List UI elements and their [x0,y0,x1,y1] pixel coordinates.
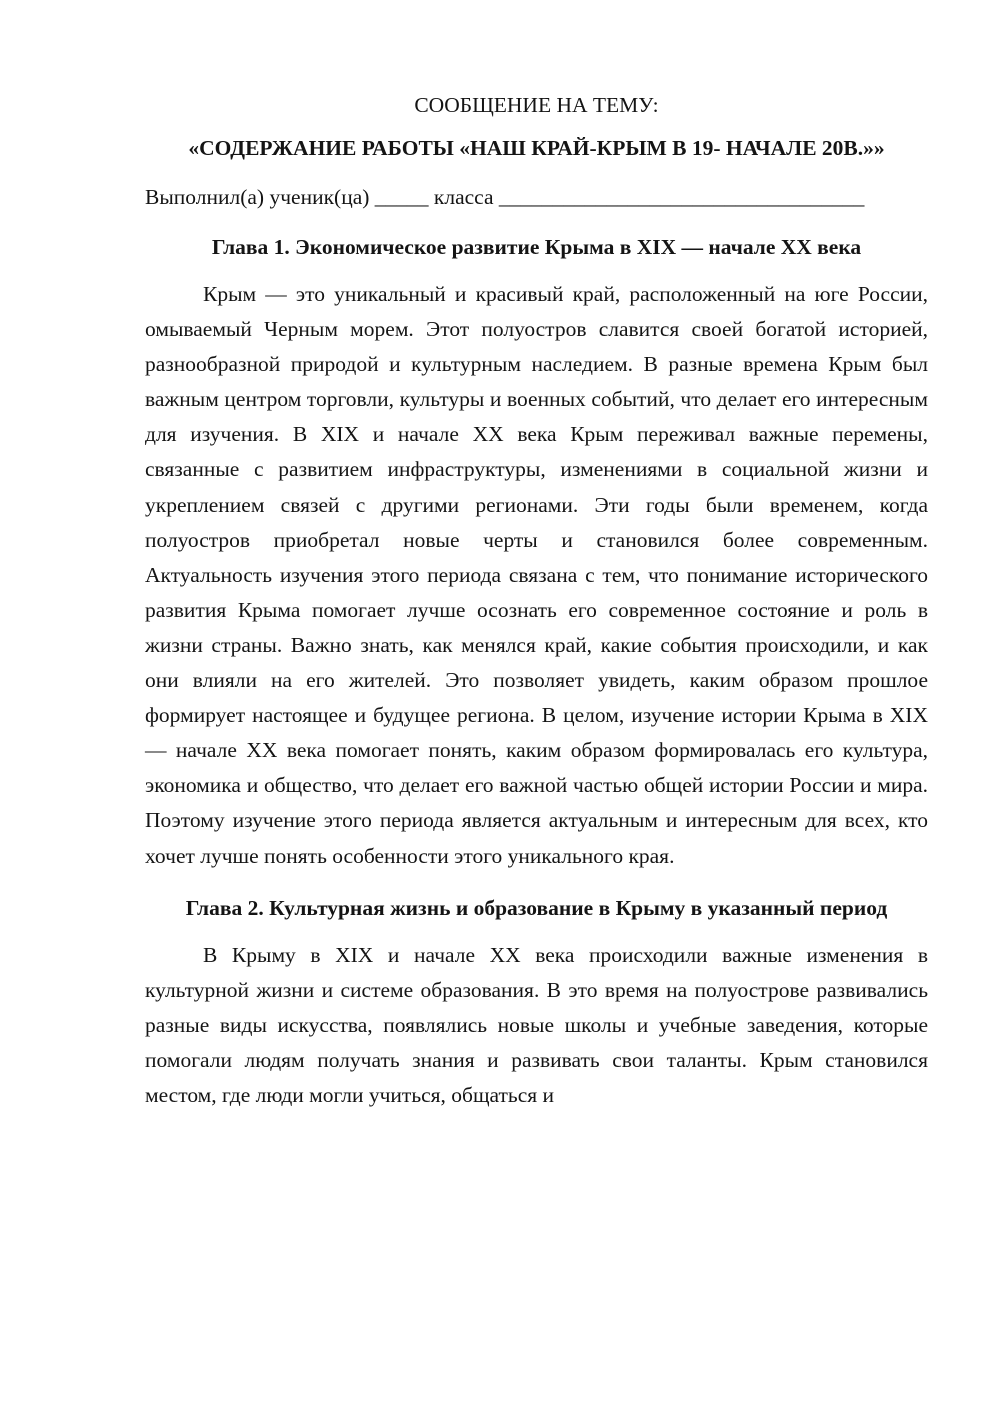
document-title: «СОДЕРЖАНИЕ РАБОТЫ «НАШ КРАЙ-КРЫМ В 19- НАЧАЛЕ 20В.»» [188,136,885,160]
chapter-1-paragraph: Крым — это уникальный и красивый край, расположенный на юге России, омываемый Черным морем. Этот полуостров славится своей богатой историей, разнообразной природой и культурным наследием. В разные времена Крым был важным центром торговли, культуры и военных событий, что делает его интересным для изучения. В XIX и начале XX века Крым переживал важные перемены, связанные с развитием инфраструктуры, изменениями в социальной жизни и укреплением связей с другими регионами. Эти годы были временем, когда полуостров приобретал новые черты и становился более современным. Актуальность изучения этого периода связана с тем, что понимание исторического развития Крыма помогает лучше осознать его современное состояние и роль в жизни страны. Важно знать, как менялся край, какие события происходили, и как они влияли на его жителей. Это позволяет увидеть, каким образом прошлое формирует настоящее и будущее региона. В целом, изучение истории Крыма в XIX — начале XX века помогает понять, каким образом формировалась его культура, экономика и общество, что делает его важной частью общей истории России и мира. Поэтому изучение этого периода является актуальным и интересным для всех, кто хочет лучше понять особенности этого уникального края. [145,282,928,868]
document-page [145,88,928,1113]
document-heading: СООБЩЕНИЕ НА ТЕМУ: [414,93,659,117]
chapter-1-heading: Глава 1. Экономическое развитие Крыма в XIX — начале XX века [211,235,862,259]
chapter-2-heading: Глава 2. Культурная жизнь и образование в Крыму в указанный период [185,895,888,920]
author-line: Выполнил(а) ученик(ца) _____ класса __________________________________ [145,185,865,209]
chapter-2-paragraph: В Крыму в XIX и начале XX века происходили важные изменения в культурной жизни и системе образования. В это время на полуострове развивались разные виды искусства, появлялись новые школы и учебные заведения, которые помогали людям получать знания и развивать свои таланты. Крым становился местом, где люди могли учиться, общаться и [145,942,928,1107]
